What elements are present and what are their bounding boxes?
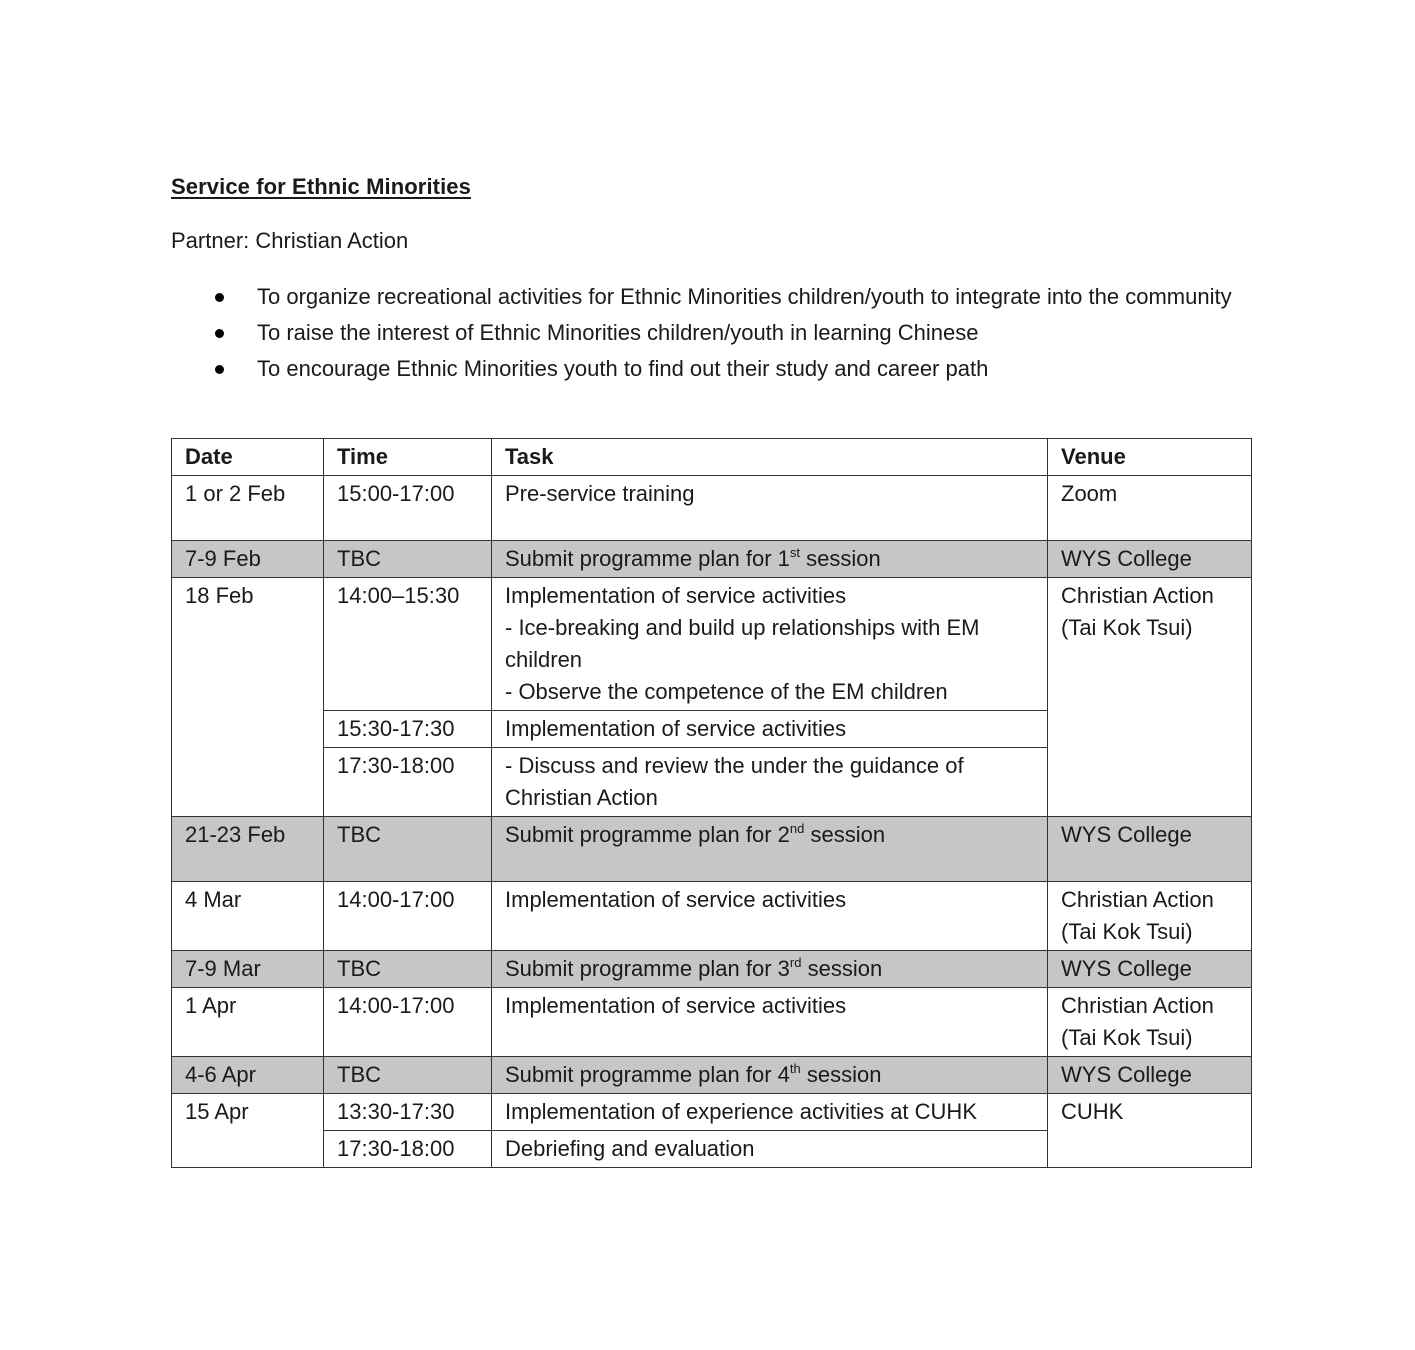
task-text: Submit programme plan for 3 — [505, 956, 790, 981]
schedule-table — [171, 438, 1252, 1168]
cell-date: 7-9 Mar — [172, 951, 324, 988]
cell-task: - Discuss and review the under the guidance of Christian Action — [492, 748, 1048, 817]
cell-date: 1 Apr — [172, 988, 324, 1057]
table-row — [172, 882, 1252, 951]
venue-line: Christian Action — [1061, 887, 1214, 912]
ordinal-suffix: nd — [789, 821, 805, 836]
cell-venue: WYS College — [1048, 951, 1252, 988]
task-text: session — [801, 956, 883, 981]
cell-date: 18 Feb — [172, 578, 324, 817]
cell-task: Debriefing and evaluation — [492, 1131, 1048, 1168]
objectives-list — [171, 280, 1251, 386]
objective-item — [171, 316, 1251, 350]
cell-task — [492, 951, 1048, 988]
venue-line: Christian Action — [1061, 993, 1214, 1018]
cell-time: 14:00-17:00 — [324, 988, 492, 1057]
cell-time: TBC — [324, 817, 492, 882]
table-row — [172, 817, 1252, 882]
objective-text: To raise the interest of Ethnic Minorities children/youth in learning Chinese — [257, 320, 979, 345]
cell-task — [492, 1057, 1048, 1094]
cell-task: Implementation of service activities — [492, 711, 1048, 748]
task-text: session — [800, 1062, 882, 1087]
cell-task — [492, 817, 1048, 882]
cell-date: 1 or 2 Feb — [172, 476, 324, 541]
document-page — [171, 172, 1251, 1161]
ordinal-suffix: rd — [789, 955, 802, 970]
cell-task: Implementation of service activities — [492, 882, 1048, 951]
cell-time: 17:30-18:00 — [324, 748, 492, 817]
bullet-icon — [215, 293, 224, 302]
task-line: - Ice-breaking and build up relationships with EM children — [505, 615, 980, 672]
cell-date: 4 Mar — [172, 882, 324, 951]
task-text: session — [804, 822, 886, 847]
venue-line: (Tai Kok Tsui) — [1061, 1025, 1193, 1050]
header-time: Time — [324, 439, 492, 476]
header-date: Date — [172, 439, 324, 476]
cell-venue: Zoom — [1048, 476, 1252, 541]
table-row — [172, 988, 1252, 1057]
task-text: Submit programme plan for 2 — [505, 822, 790, 847]
task-line: - Observe the competence of the EM children — [505, 679, 948, 704]
cell-date: 4-6 Apr — [172, 1057, 324, 1094]
cell-time: TBC — [324, 541, 492, 578]
cell-task — [492, 578, 1048, 711]
table-row — [172, 1057, 1252, 1094]
cell-date: 7-9 Feb — [172, 541, 324, 578]
cell-time: 17:30-18:00 — [324, 1131, 492, 1168]
cell-venue — [1048, 578, 1252, 817]
cell-time: 15:30-17:30 — [324, 711, 492, 748]
header-task: Task — [492, 439, 1048, 476]
cell-time: 15:00-17:00 — [324, 476, 492, 541]
venue-line: Christian Action — [1061, 583, 1214, 608]
table-row — [172, 476, 1252, 541]
cell-task: Pre-service training — [492, 476, 1048, 541]
ordinal-suffix: th — [789, 1061, 801, 1076]
table-header-row — [172, 439, 1252, 476]
venue-line: (Tai Kok Tsui) — [1061, 615, 1193, 640]
cell-time: TBC — [324, 1057, 492, 1094]
cell-task: Implementation of experience activities at CUHK — [492, 1094, 1048, 1131]
partner-line: Partner: Christian Action — [171, 228, 409, 253]
cell-time: 13:30-17:30 — [324, 1094, 492, 1131]
objective-item — [171, 280, 1251, 314]
bullet-icon — [215, 329, 224, 338]
cell-venue — [1048, 988, 1252, 1057]
cell-venue: WYS College — [1048, 817, 1252, 882]
venue-line: (Tai Kok Tsui) — [1061, 919, 1193, 944]
task-text: session — [800, 546, 881, 571]
cell-venue — [1048, 882, 1252, 951]
objective-item — [171, 352, 1251, 386]
cell-venue: WYS College — [1048, 541, 1252, 578]
bullet-icon — [215, 365, 224, 374]
cell-date: 21-23 Feb — [172, 817, 324, 882]
cell-time: 14:00–15:30 — [324, 578, 492, 711]
table-row — [172, 541, 1252, 578]
cell-time: TBC — [324, 951, 492, 988]
cell-venue: WYS College — [1048, 1057, 1252, 1094]
cell-date: 15 Apr — [172, 1094, 324, 1168]
task-text: Submit programme plan for 4 — [505, 1062, 790, 1087]
cell-venue: CUHK — [1048, 1094, 1252, 1168]
objective-text: To organize recreational activities for Ethnic Minorities children/youth to integrate into the community — [257, 284, 1232, 309]
objective-text: To encourage Ethnic Minorities youth to find out their study and career path — [257, 356, 989, 381]
table-row — [172, 578, 1252, 711]
cell-time: 14:00-17:00 — [324, 882, 492, 951]
cell-task — [492, 541, 1048, 578]
cell-task: Implementation of service activities — [492, 988, 1048, 1057]
ordinal-suffix: st — [789, 545, 801, 560]
document-title: Service for Ethnic Minorities — [171, 174, 471, 199]
task-line: Implementation of service activities — [505, 583, 847, 608]
task-text: Submit programme plan for 1 — [505, 546, 790, 571]
header-venue: Venue — [1048, 439, 1252, 476]
table-row — [172, 1094, 1252, 1131]
table-row — [172, 951, 1252, 988]
